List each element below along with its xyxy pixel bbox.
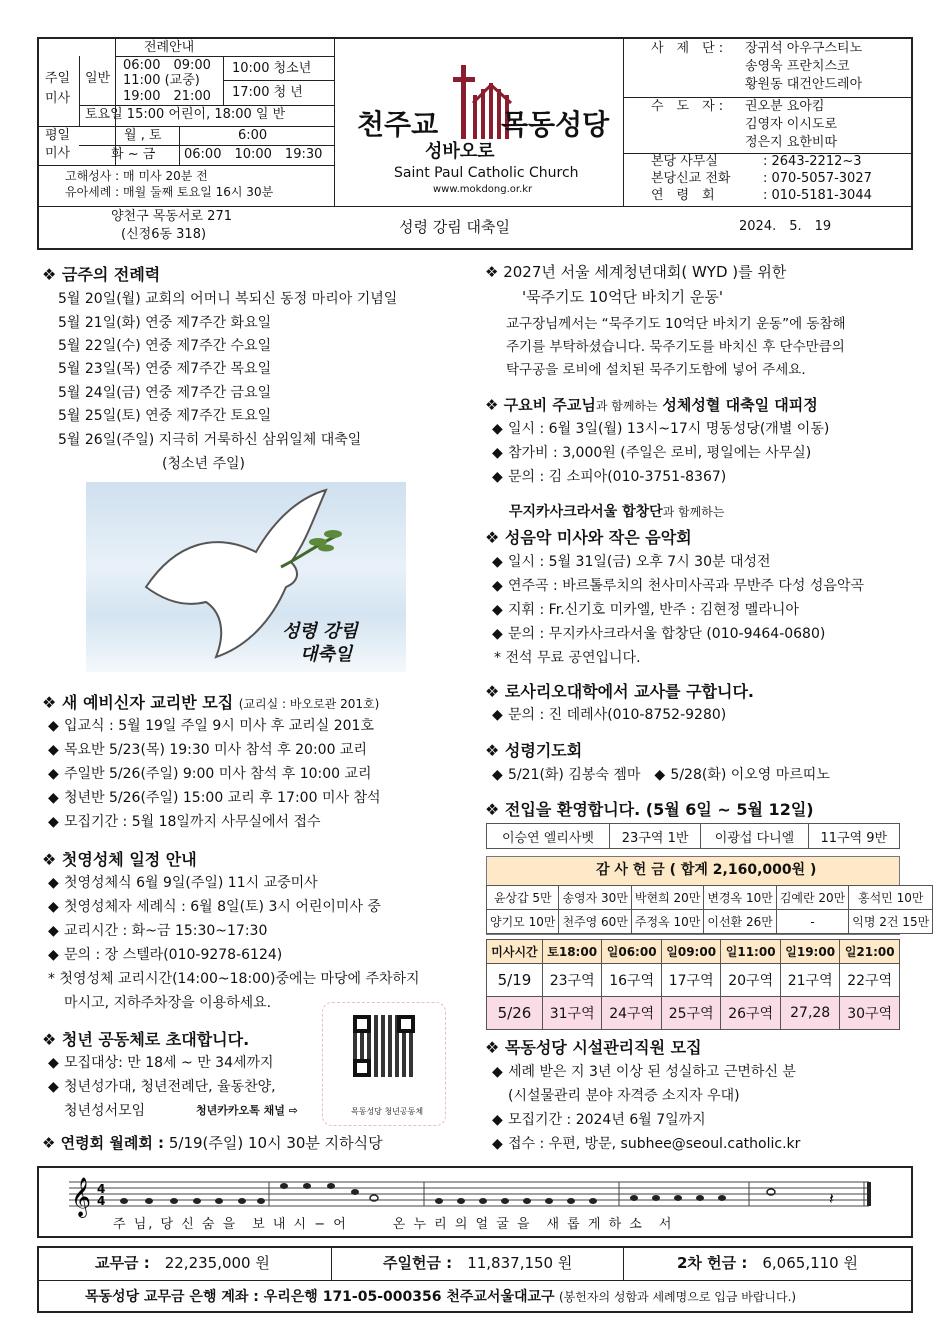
concert-note: * 전석 무료 공연입니다. bbox=[494, 650, 641, 666]
welcome-table: 이승연 엘리사벳 23구역 1반 이광섭 다니엘 11구역 9반 bbox=[486, 823, 900, 849]
svg-text:𝄽: 𝄽 bbox=[829, 1189, 834, 1208]
liturgy-title: ❖ 금주의 전례력 bbox=[42, 265, 161, 284]
kakao-channel[interactable]: 청년카카오톡 채널 ⇨ bbox=[196, 1104, 298, 1117]
sunday-label-2: 미사 bbox=[45, 91, 71, 106]
dove-illustration bbox=[86, 482, 406, 672]
communion-note: 마시고, 지하주차장을 이용하세요. bbox=[64, 995, 272, 1011]
youth-mass-1: 10:00 청소년 bbox=[232, 61, 312, 76]
youth-title: ❖ 청년 공동체로 초대합니다. bbox=[42, 1030, 250, 1049]
confession-info: 고해성사 : 매 미사 20분 전 bbox=[65, 169, 208, 183]
catechumen-item: ◆ 주일반 5/26(주일) 9:00 미사 참석 후 10:00 교리 bbox=[48, 766, 372, 782]
holy-spirit-title: ❖ 성령기도회 bbox=[485, 741, 583, 760]
rosary-item: ◆ 문의 : 진 데레사(010-8752-9280) bbox=[492, 707, 727, 723]
svg-text:4: 4 bbox=[97, 1182, 106, 1196]
welcome-title: ❖ 전입을 환영합니다. (5월 6일 ~ 5월 12일) bbox=[485, 800, 814, 819]
contact-label-1: 본당 사무실 bbox=[651, 154, 718, 169]
tue-fri-time: 06:00 10:00 19:30 bbox=[184, 147, 323, 162]
mon-sat: 월 , 토 bbox=[124, 128, 162, 143]
communion-item: ◆ 문의 : 장 스텔라(010-9278-6124) bbox=[48, 947, 283, 963]
priest-3: 황원동 대건안드레아 bbox=[745, 77, 863, 92]
liturgy-item: 5월 23일(목) 연중 제7주간 목요일 bbox=[58, 361, 272, 377]
image-caption-2: 대축일 bbox=[300, 644, 353, 665]
contact-value-1: : 2643-2212~3 bbox=[763, 154, 862, 169]
sat-evening: 토요일 15:00 어린이, 18:00 일 반 bbox=[85, 107, 286, 122]
liturgy-item: 5월 24일(금) 연중 제7주간 금요일 bbox=[58, 385, 272, 401]
song-lyrics: 주 님, 당 신 숨 을 보 내 시 − 어 온 누 리 의 얼 굴 을 새 롭 게 하 소 서 bbox=[113, 1217, 674, 1232]
svg-text:𝄞: 𝄞 bbox=[71, 1177, 92, 1217]
liturgy-item: 5월 21일(화) 연중 제7주간 화요일 bbox=[58, 315, 272, 331]
retreat-item: ◆ 참가비 : 3,000원 (주일은 로비, 평일에는 사무실) bbox=[492, 445, 812, 461]
priest-2: 송영욱 프란치스코 bbox=[745, 59, 850, 74]
svg-text:4: 4 bbox=[97, 1194, 106, 1208]
tue-fri: 화 ~ 금 bbox=[111, 147, 156, 162]
concert-item: ◆ 연주곡 : 바르톨루치의 천사미사곡과 무반주 다성 성음악곡 bbox=[492, 578, 864, 594]
thanks-table: 윤상갑 5만 송영자 30만 박현희 20만 변경옥 10만 김예란 20만 홍석민 10만 양기모 10만 천주영 60만 주정옥 10만 이선환 26만 - 익명 2건 15만 bbox=[486, 885, 933, 934]
mass-duty-table: 미사시간 토18:00 일06:00 일09:00 일11:00 일19:00 일21:00 5/19 23구역 16구역 17구역 20구역 21구역 22구역 5/26 31구역 24구역 25구역 26구역 27,28 30구역 bbox=[486, 939, 900, 1030]
staff-item: ◆ 세례 받은 지 3년 이상 된 성실하고 근면하신 분 bbox=[492, 1064, 796, 1080]
bulletin-date: 2024. 5. 19 bbox=[739, 219, 832, 234]
wyd-body: 주기를 부탁하셨습니다. 묵주기도를 바치신 후 단수만큼의 bbox=[506, 339, 845, 355]
catechumen-item: ◆ 모집기간 : 5월 18일까지 사무실에서 접수 bbox=[48, 814, 321, 830]
image-caption-1: 성령 강림 bbox=[282, 621, 358, 642]
retreat-item: ◆ 일시 : 6월 3일(월) 13시~17시 명동성당(개별 이동) bbox=[492, 421, 830, 437]
religious-3: 정은지 요한비따 bbox=[745, 135, 838, 150]
bank-account: 목동성당 교무금 은행 계좌 : 우리은행 171-05-000356 천주교서울대교구 (봉헌자의 성함과 세례명으로 입금 바랍니다.) bbox=[85, 1289, 797, 1305]
catechumen-item: ◆ 입교식 : 5월 19일 주일 9시 미사 후 교리실 201호 bbox=[48, 718, 374, 734]
church-name-b: 목동성당 bbox=[501, 108, 610, 141]
ilban-label: 일반 bbox=[85, 71, 111, 86]
mon-sat-time: 6:00 bbox=[238, 128, 268, 143]
qr-caption: 목동성당 청년공동체 bbox=[351, 1107, 424, 1116]
communion-item: ◆ 첫영성체자 세례식 : 6월 8일(토) 3시 어린이미사 중 bbox=[48, 899, 381, 915]
concert-item: ◆ 문의 : 무지카사크라서울 합창단 (010-9464-0680) bbox=[492, 626, 826, 642]
holy-spirit-items: ◆ 5/21(화) 김봉숙 젬마 ◆ 5/28(화) 이오영 마르띠노 bbox=[492, 767, 830, 783]
liturgy-item: 5월 22일(수) 연중 제7주간 수요일 bbox=[58, 338, 272, 354]
elders-meeting: ❖ 연령회 월례회 : 5/19(주일) 10시 30분 지하식당 bbox=[42, 1134, 383, 1152]
youth-item: ◆ 모집대상: 만 18세 ~ 만 34세까지 bbox=[48, 1055, 274, 1071]
youth-item: ◆ 청년성가대, 청년전례단, 율동찬양, bbox=[48, 1079, 276, 1095]
sunday-offering: 주일헌금 : 11,837,150 원 bbox=[383, 1254, 573, 1272]
communion-item: ◆ 첫영성체식 6월 9일(주일) 11시 교중미사 bbox=[48, 875, 318, 891]
concert-title: ❖ 성음악 미사와 작은 음악회 bbox=[485, 528, 692, 547]
mass-title: 전례안내 bbox=[144, 40, 195, 55]
staff-sub: (시설물관리 분야 자격증 소지자 우대) bbox=[508, 1088, 740, 1104]
retreat-title: ❖ 구요비 주교님과 함께하는 성체성혈 대축일 대피정 bbox=[485, 396, 818, 414]
liturgy-item: 5월 25일(토) 연중 제7주간 토요일 bbox=[58, 408, 272, 424]
priest-1: 장귀석 아우구스티노 bbox=[745, 41, 863, 56]
wyd-subtitle: '묵주기도 10억단 바치기 운동' bbox=[522, 288, 724, 306]
thanks-title: 감 사 헌 금 ( 합계 2,160,000원 ) bbox=[596, 862, 817, 878]
song-box bbox=[37, 1166, 913, 1238]
concert-item: ◆ 지휘 : Fr.신기호 미카엘, 반주 : 김현정 멜라니아 bbox=[492, 602, 799, 618]
communion-note: * 첫영성체 교리시간(14:00~18:00)중에는 마당에 주차하지 bbox=[48, 971, 420, 987]
address-1: 양천구 목동서로 271 bbox=[111, 209, 232, 224]
youth-extra: 청년성서모임 bbox=[64, 1103, 146, 1119]
address-2: (신정6동 318) bbox=[121, 227, 207, 242]
retreat-item: ◆ 문의 : 김 소피아(010-3751-8367) bbox=[492, 469, 727, 485]
catechumen-item: ◆ 청년반 5/26(주일) 15:00 교리 후 17:00 미사 참석 bbox=[48, 790, 381, 806]
catechumen-title: ❖ 새 예비신자 교리반 모집 (교리실 : 바오로관 201호) bbox=[42, 693, 380, 712]
catechumen-item: ◆ 목요반 5/23(목) 19:30 미사 참석 후 20:00 교리 bbox=[48, 742, 367, 758]
rosary-title: ❖ 로사리오대학에서 교사를 구합니다. bbox=[485, 682, 754, 701]
wyd-body: 탁구공을 로비에 설치된 묵주기도함에 넣어 주세요. bbox=[506, 362, 806, 378]
contact-value-3: : 010-5181-3044 bbox=[763, 188, 872, 203]
staff-item: ◆ 접수 : 우편, 방문, subhee@seoul.catholic.kr bbox=[492, 1136, 801, 1152]
weekday-label-2: 미사 bbox=[45, 146, 71, 161]
religious-1: 권오분 요아킴 bbox=[745, 99, 825, 114]
staff-item: ◆ 모집기간 : 2024년 6월 7일까지 bbox=[492, 1112, 706, 1128]
qr-code[interactable] bbox=[322, 1002, 446, 1126]
liturgy-item: 5월 26일(주일) 지극히 거룩하신 삼위일체 대축일 bbox=[58, 432, 362, 448]
contact-value-2: : 070-5057-3027 bbox=[763, 171, 872, 186]
communion-title: ❖ 첫영성체 일정 안내 bbox=[42, 850, 197, 869]
feast-title: 성령 강림 대축일 bbox=[399, 218, 510, 236]
religious-2: 김영자 이시도로 bbox=[745, 117, 838, 132]
youth-mass-2: 17:00 청 년 bbox=[232, 85, 303, 100]
contact-label-3: 연 령 회 bbox=[651, 188, 715, 203]
infant-baptism-info: 유아세례 : 매월 둘째 토요일 16시 30분 bbox=[65, 185, 274, 199]
sun-times-2: 11:00 (교중) bbox=[123, 73, 200, 88]
sun-times-3: 19:00 21:00 bbox=[123, 89, 211, 104]
priest-label: 사 제 단 : bbox=[651, 41, 724, 56]
sunday-label-1: 주일 bbox=[45, 71, 71, 86]
wyd-title: ❖ 2027년 서울 세계청년대회( WYD )를 위한 bbox=[485, 263, 787, 281]
church-name-a: 천주교 bbox=[357, 108, 439, 141]
offering-box bbox=[37, 1246, 913, 1313]
header-box bbox=[37, 37, 913, 250]
staff-title: ❖ 목동성당 시설관리직원 모집 bbox=[485, 1038, 702, 1057]
religious-label: 수 도 자 : bbox=[651, 99, 724, 114]
english-name: Saint Paul Catholic Church bbox=[394, 165, 579, 181]
weekday-label-1: 평일 bbox=[45, 128, 71, 143]
sun-times-1: 06:00 09:00 bbox=[123, 58, 211, 73]
wyd-body: 교구장님께서는 “묵주기도 10억단 바치기 운동”에 동참해 bbox=[506, 316, 846, 332]
communion-item: ◆ 교리시간 : 화~금 15:30~17:30 bbox=[48, 923, 268, 939]
youth-sunday: (청소년 주일) bbox=[162, 456, 245, 472]
second-offering: 2차 헌금 : 6,065,110 원 bbox=[677, 1254, 858, 1272]
contact-label-2: 본당신교 전화 bbox=[651, 171, 731, 186]
concert-item: ◆ 일시 : 5월 31일(금) 오후 7시 30분 대성전 bbox=[492, 554, 771, 570]
patron-name: 성바오로 bbox=[425, 141, 495, 162]
liturgy-item: 5월 20일(월) 교회의 어머니 복되신 동정 마리아 기념일 bbox=[58, 291, 398, 307]
total-offering: 교무금 : 22,235,000 원 bbox=[95, 1254, 270, 1272]
church-url: www.mokdong.or.kr bbox=[433, 184, 533, 195]
concert-pre: 무지카사크라서울 합창단과 함께하는 bbox=[509, 504, 725, 520]
